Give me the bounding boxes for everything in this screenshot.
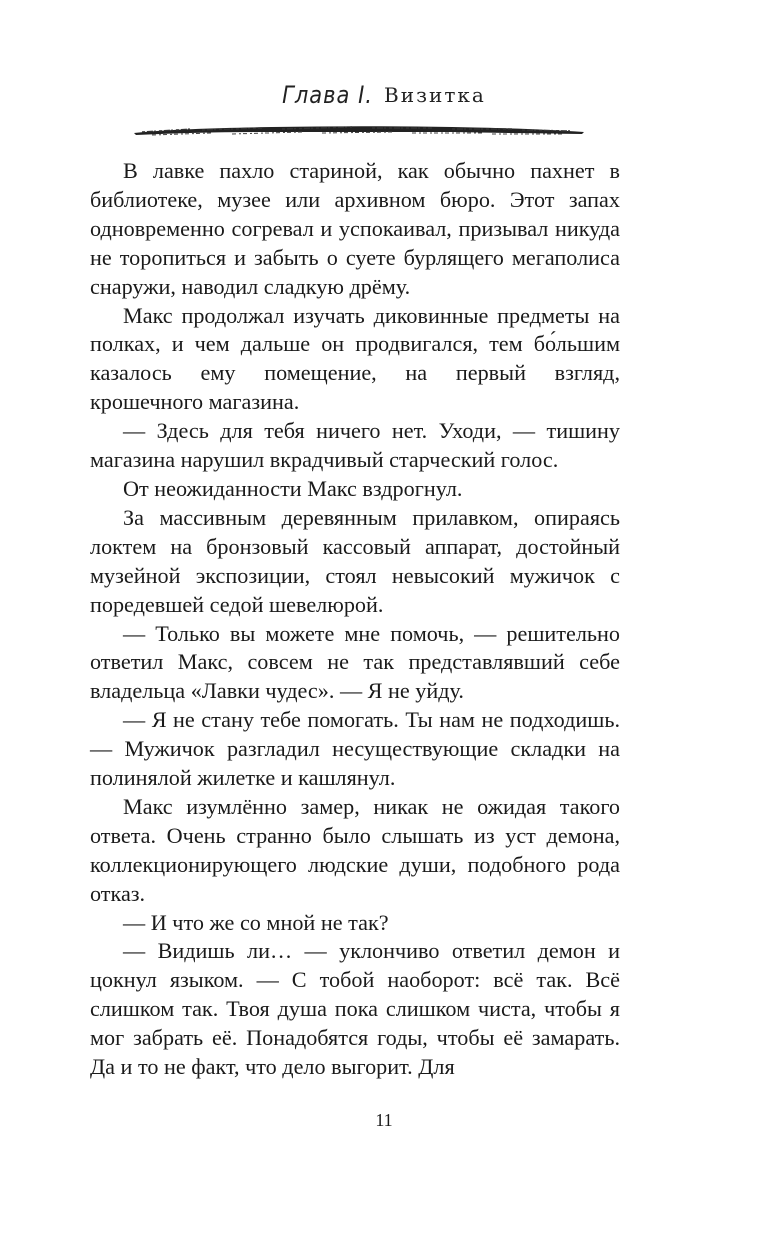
paragraph: Макс продолжал изучать диковинные предметы на полках, и чем дальше он продвигался, тем бо́льшим казалось ему помещение, на первый взгляд, крошечного магазина. [90, 302, 620, 415]
paragraph: — И что же со мной не так? [123, 909, 389, 935]
paragraph: — Только вы можете мне помочь, — решительно ответил Макс, совсем не так представлявший себе владельца «Лавки чудес». — Я не уйду. [90, 620, 620, 704]
paragraph: — Я не стану тебе помогать. Ты нам не подходишь. — Мужичок разгладил несуществующие складки на полинялой жилетке и кашлянул. [90, 707, 620, 791]
paragraph: Макс изумлённо замер, никак не ожидая такого ответа. Очень странно было слышать из уст демона, коллекционирующего людские души, подобного рода отказ. [90, 793, 620, 906]
paragraph: В лавке пахло стариной, как обычно пахнет в библиотеке, музее или архивном бюро. Этот запах одновременно согревал и успокаивал, призывал никуда не торопиться и забыть о суете бурлящего мегаполиса снаружи, наводил сладкую дрёму. [90, 158, 620, 299]
paragraph: — Здесь для тебя ничего нет. Уходи, — тишину магазина нарушил вкрадчивый старческий голос. [90, 418, 620, 473]
chapter-header [0, 83, 768, 117]
body-text [90, 157, 620, 1082]
paragraph: — Видишь ли… — уклончиво ответил демон и цокнул языком. — С тобой наоборот: всё так. Всё слишком так. Твоя душа пока слишком чиста, чтобы я мог забрать её. Понадобятся годы, чтобы её замарать. Да и то не факт, что дело выгорит. Для [90, 938, 620, 1080]
paragraph: За массивным деревянным прилавком, опираясь локтем на бронзовый кассовый аппарат, достойный музейной экспозиции, стоял невысокий мужичок с поредевшей седой шевелюрой. [90, 504, 620, 617]
paragraph: От неожиданности Макс вздрогнул. [123, 475, 463, 501]
page-number: 11 [375, 1110, 393, 1130]
chapter-title: Визитка [384, 83, 486, 107]
brush-stroke-divider [132, 120, 587, 140]
chapter-label: Глава I. [282, 81, 373, 109]
